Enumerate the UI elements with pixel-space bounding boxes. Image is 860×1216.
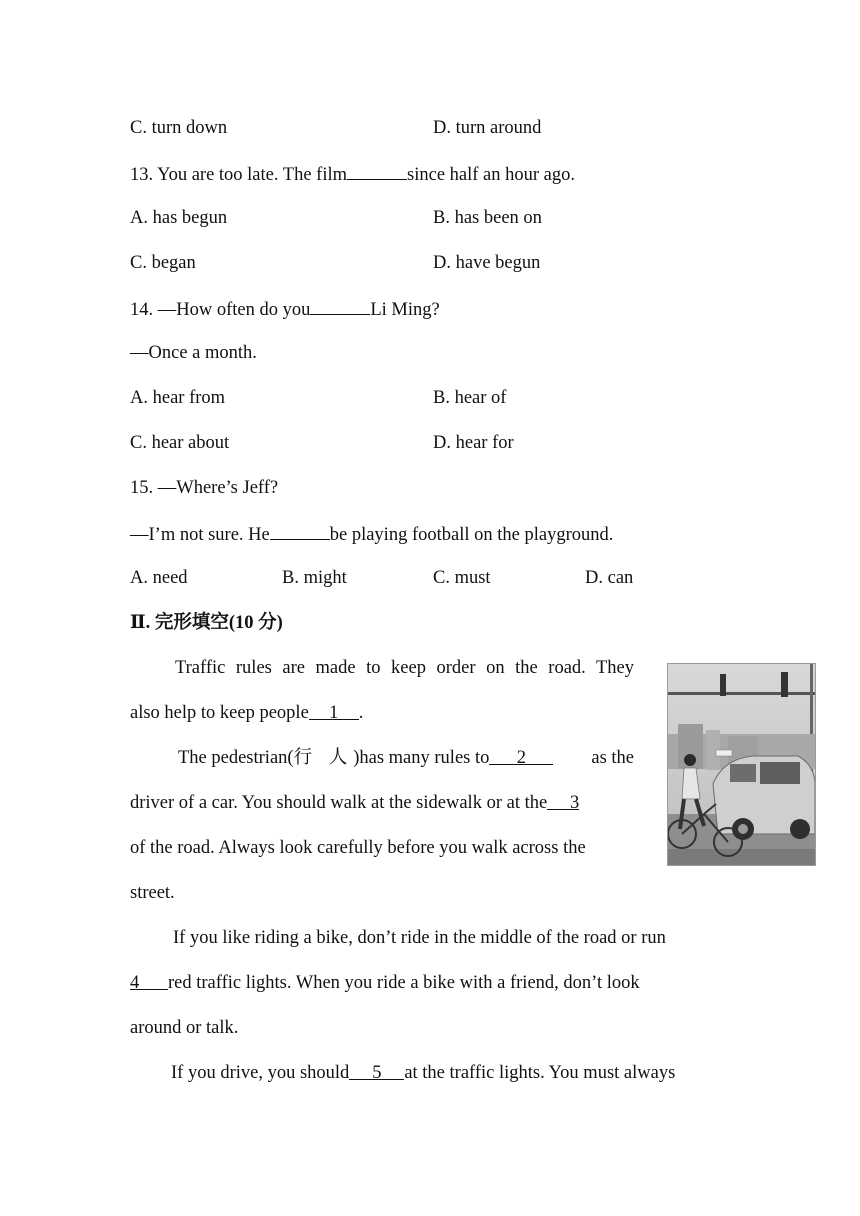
p1-line2-pre: also help to keep people xyxy=(130,703,309,723)
q13-options-cd xyxy=(130,251,541,275)
q14-option-b: B. hear of xyxy=(433,388,507,408)
blank-1: 1 xyxy=(309,701,359,720)
p4-pre: If you drive, you should xyxy=(171,1063,350,1083)
p2-mid: )has many rules to xyxy=(353,748,490,768)
q14-stem-pre: 14. —How often do you xyxy=(130,300,311,320)
q15-option-b: B. might xyxy=(282,568,347,588)
p2-line3: of the road. Always look carefully before you walk across the xyxy=(130,838,586,858)
p4-line1 xyxy=(171,1061,675,1085)
p2-chinese: 行 人 xyxy=(293,748,354,768)
q15-answer-pre: —I’m not sure. He xyxy=(130,525,270,545)
q13-option-d: D. have begun xyxy=(433,253,541,273)
q13-stem-pre: 13. You are too late. The film xyxy=(130,165,348,185)
q15-blank xyxy=(270,521,330,540)
q13-blank xyxy=(347,161,407,180)
q13-option-a: A. has begun xyxy=(130,208,228,228)
traffic-scene-illustration xyxy=(668,664,815,865)
p2-line1-wrap xyxy=(178,746,634,770)
q15-option-d: D. can xyxy=(585,568,634,588)
p4-post: at the traffic lights. You must always xyxy=(404,1063,676,1083)
p3-line2-text: red traffic lights. When you ride a bike with a friend, don’t look xyxy=(168,973,640,993)
blank-2: 2 xyxy=(489,746,553,765)
q14-option-a: A. hear from xyxy=(130,388,226,408)
q12-option-d: D. turn around xyxy=(433,118,542,138)
p3-line3: around or talk. xyxy=(130,1018,239,1038)
q13-stem-post: since half an hour ago. xyxy=(407,165,575,185)
p3-line2-wrap xyxy=(130,971,731,995)
p2-line4: street. xyxy=(130,883,175,903)
q15-answer-post: be playing football on the playground. xyxy=(329,525,614,545)
q12-option-c: C. turn down xyxy=(130,118,228,138)
traffic-photo xyxy=(667,663,816,866)
p1-line1-text: Traffic rules are made to keep order on the road. They xyxy=(175,658,634,678)
q14-blank xyxy=(310,296,370,315)
p1-line2-post: . xyxy=(358,703,364,723)
q13-option-c: C. began xyxy=(130,253,196,273)
p2-line2 xyxy=(130,791,579,815)
q15-stem: 15. —Where’s Jeff? xyxy=(130,478,279,498)
q13-options-ab xyxy=(130,206,542,230)
q14-stem-post: Li Ming? xyxy=(370,300,440,320)
p1-line2 xyxy=(130,701,363,725)
blank-4: 4 xyxy=(130,971,168,990)
q14-option-c: C. hear about xyxy=(130,433,230,453)
p2-line1-pre xyxy=(178,746,553,770)
blank-3: 3 xyxy=(547,791,579,810)
p2-line2-pre: driver of a car. You should walk at the sidewalk or at the xyxy=(130,793,548,813)
q12-options-cd xyxy=(130,116,542,140)
q15-answer xyxy=(130,521,613,547)
blank-5: 5 xyxy=(349,1061,404,1080)
q14-options-cd xyxy=(130,431,514,455)
q14-answer: —Once a month. xyxy=(130,343,257,363)
q14-stem xyxy=(130,296,440,322)
q13-option-b: B. has been on xyxy=(433,208,542,228)
p2-pre: The pedestrian( xyxy=(178,748,294,768)
q14-options-ab xyxy=(130,386,507,410)
q13-stem xyxy=(130,161,575,187)
q14-option-d: D. hear for xyxy=(433,433,514,453)
q15-option-a: A. need xyxy=(130,568,188,588)
p2-post: as the xyxy=(591,748,634,768)
p3-line2 xyxy=(130,971,731,995)
p3-line2-start xyxy=(130,971,640,995)
q15-option-c: C. must xyxy=(433,568,491,588)
section-2-heading: Ⅱ. 完形填空(10 分) xyxy=(130,613,283,633)
p3-line1: If you like riding a bike, don’t ride in the middle of the road or run xyxy=(173,928,666,948)
